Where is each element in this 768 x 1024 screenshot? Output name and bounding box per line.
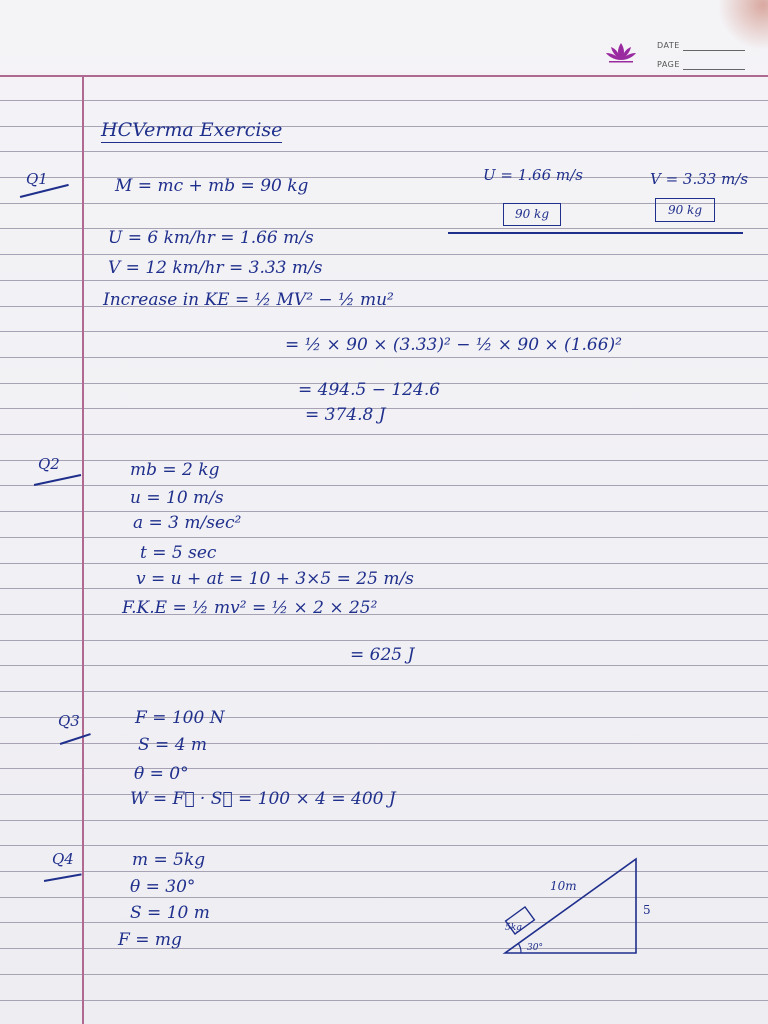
q2-line3: a = 3 m/sec²: [133, 513, 242, 533]
ruled-line: [0, 485, 768, 486]
ruled-line: [0, 460, 768, 461]
ruled-line: [0, 434, 768, 435]
q1-line5: = ½ × 90 × (3.33)² − ½ × 90 × (1.66)²: [285, 335, 622, 355]
ruled-line: [0, 640, 768, 641]
ruled-line: [0, 820, 768, 821]
q4-line4: F = mg: [118, 930, 182, 950]
q3-line2: S = 4 m: [138, 735, 208, 755]
q4-line1: m = 5kg: [132, 850, 206, 870]
angle-arc: [518, 943, 521, 953]
incline-triangle: [505, 859, 636, 953]
q1-line7: = 374.8 J: [305, 405, 386, 425]
ruled-line: [0, 537, 768, 538]
page-label: PAGE: [657, 60, 680, 69]
ruled-line: [0, 691, 768, 692]
hyp-label: 10m: [550, 879, 577, 893]
ruled-line: [0, 974, 768, 975]
q1-surface-line: [448, 232, 743, 234]
q1-line1: M = mc + mb = 90 kg: [115, 176, 309, 196]
q2-line5: v = u + at = 10 + 3×5 = 25 m/s: [136, 569, 414, 589]
q1-line4: Increase in KE = ½ MV² − ½ mu²: [103, 290, 394, 310]
ruled-line: [0, 563, 768, 564]
ruled-line: [0, 845, 768, 846]
q1-u-top: U = 1.66 m/s: [483, 166, 583, 184]
ruled-line: [0, 717, 768, 718]
ruled-line: [0, 357, 768, 358]
side-label: 5: [643, 903, 651, 917]
q4-label: Q4: [52, 850, 74, 868]
page-title: HCVerma Exercise: [101, 119, 283, 141]
block-label: 5kg: [505, 923, 522, 933]
ruled-line: [0, 280, 768, 281]
ruled-line: [0, 614, 768, 615]
margin-rule: [82, 75, 84, 1024]
ruled-line: [0, 151, 768, 152]
angle-label: 30°: [527, 943, 543, 953]
q2-underline: [34, 474, 81, 485]
q1-v-top: V = 3.33 m/s: [650, 170, 749, 188]
q2-line1: mb = 2 kg: [130, 460, 220, 480]
page-field-line: [683, 69, 745, 70]
lotus-logo-icon: [604, 41, 638, 65]
q1-box-1: 90 kg: [503, 203, 561, 226]
q1-box-2: 90 kg: [655, 198, 715, 222]
ruled-line: [0, 743, 768, 744]
q2-line4: t = 5 sec: [140, 543, 217, 563]
q1-line3: V = 12 km/hr = 3.33 m/s: [108, 258, 323, 278]
date-field-line: [683, 50, 745, 51]
q2-line6: F.K.E = ½ mv² = ½ × 2 × 25²: [122, 598, 378, 618]
ruled-line: [0, 203, 768, 204]
ruled-line: [0, 665, 768, 666]
q4-line3: S = 10 m: [130, 903, 210, 923]
ruled-line: [0, 254, 768, 255]
ruled-line: [0, 100, 768, 101]
q4-line2: θ = 30°: [130, 877, 196, 897]
q1-line2: U = 6 km/hr = 1.66 m/s: [108, 228, 314, 248]
q3-line3: θ = 0°: [134, 764, 189, 784]
ruled-line: [0, 511, 768, 512]
q3-line1: F = 100 N: [135, 708, 225, 728]
ruled-line: [0, 331, 768, 332]
header-rule: [0, 75, 768, 77]
q1-line6: = 494.5 − 124.6: [298, 380, 441, 400]
q2-line7: = 625 J: [350, 645, 415, 665]
q1-label: Q1: [26, 170, 48, 188]
q2-label: Q2: [38, 455, 60, 473]
ruled-line: [0, 1000, 768, 1001]
inclined-plane-diagram: [495, 850, 655, 960]
q3-label: Q3: [58, 712, 80, 730]
q4-underline: [44, 873, 82, 881]
ruled-line: [0, 768, 768, 769]
q3-line4: W = F⃗ · S⃗ = 100 × 4 = 400 J: [130, 789, 396, 809]
date-label: DATE: [657, 41, 680, 50]
q2-line2: u = 10 m/s: [130, 488, 224, 508]
page-corner-shadow: [718, 0, 768, 50]
